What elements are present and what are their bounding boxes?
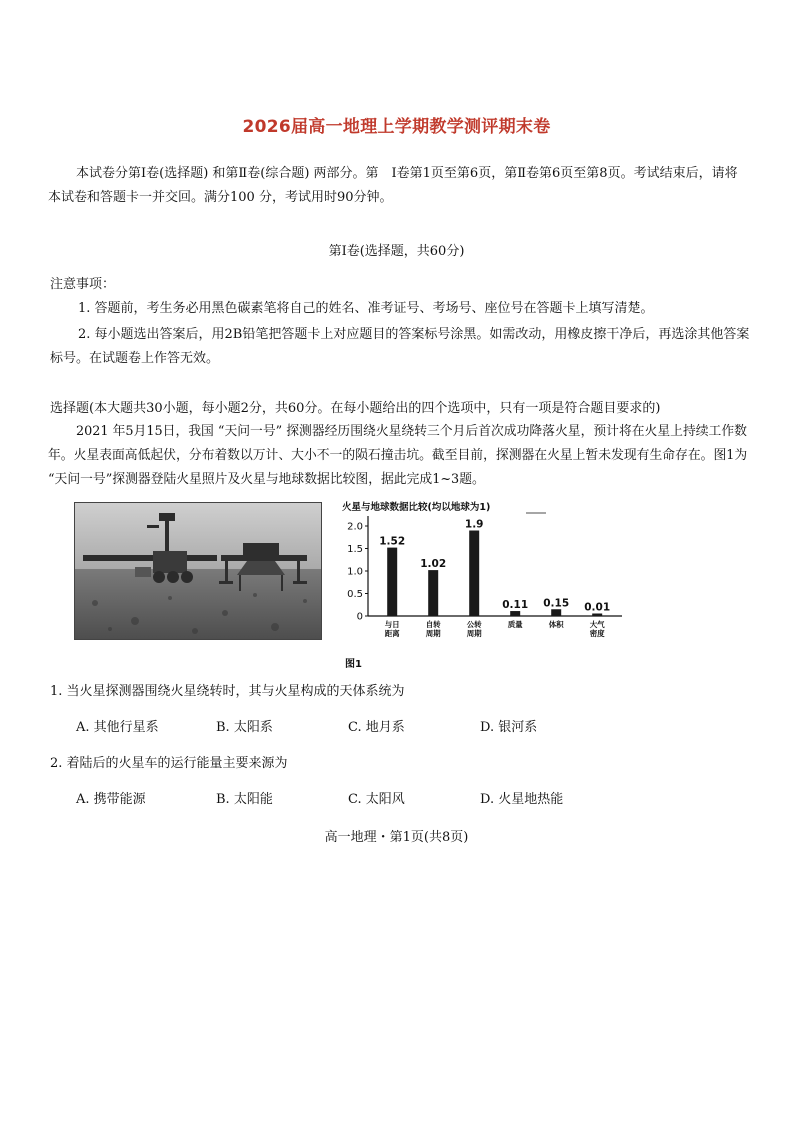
y-tick-label: 2.0	[347, 521, 363, 533]
bar-value-label: 0.15	[543, 597, 570, 610]
page-footer: 高一地理・第1页(共8页)	[324, 830, 469, 845]
y-tick-label: 0	[356, 611, 363, 623]
question-1-option-b[interactable]: B. 太阳系	[216, 720, 273, 735]
y-tick-label: 1.5	[347, 544, 363, 555]
question-2-option-c[interactable]: C. 太阳风	[348, 792, 405, 807]
x-tick-label: 周期	[425, 629, 441, 638]
bar	[428, 570, 438, 616]
notice-heading: 注意事项：	[50, 277, 116, 292]
y-tick-label: 1.0	[347, 566, 363, 578]
exam-intro: 本试卷分第Ⅰ卷(选择题) 和第Ⅱ卷(综合题) 两部分。第 Ⅰ卷第1页至第6页，第Ⅱ卷第6页至第8页。考试结束后，请将本试卷和答题卡一并交回。满分100 分，考试用时90分钟。	[48, 166, 738, 205]
bar-value-label: 1.52	[379, 535, 406, 548]
bar-value-label: 0.11	[502, 599, 529, 612]
x-tick-label: 距离	[384, 629, 400, 638]
passage: 2021 年5月15日，我国 “天问一号” 探测器经历围绕火星绕转三个月后首次成功降落火星，预计将在火星上持续工作数年。火星表面高低起伏，分布着数以万计、大小不一的陨石撞击坑。截至目前，探测器在火星上暂未发现有生命存在。图1为 “天问一号”探测器登陆火星照片及火星与地球数据比较图，据此完成1~3题。	[48, 424, 748, 487]
question-1-stem: 1. 当火星探测器围绕火星绕转时，其与火星构成的天体系统为	[50, 684, 405, 699]
question-2-option-a[interactable]: A. 携带能源	[76, 792, 146, 807]
bar	[510, 611, 520, 616]
x-tick-label: 质量	[507, 620, 523, 629]
bar-value-label: 1.9	[464, 518, 484, 531]
bar-value-label: 1.02	[420, 558, 447, 571]
x-tick-label: 大气	[589, 620, 605, 629]
y-tick-label: 0.5	[347, 589, 363, 600]
x-tick-label: 公转	[466, 620, 482, 629]
chart-title: 火星与地球数据比较(均以地球为1)	[342, 502, 491, 513]
question-2-option-d[interactable]: D. 火星地热能	[480, 792, 564, 807]
choice-heading: 选择题(本大题共30小题，每小题2分，共60分。在每小题给出的四个选项中，只有一项是符合题目要求的)	[50, 401, 661, 416]
x-tick-label: 密度	[589, 629, 605, 638]
bar	[551, 609, 561, 616]
question-2-option-b[interactable]: B. 太阳能	[216, 792, 273, 807]
question-1-option-a[interactable]: A. 其他行星系	[76, 720, 159, 735]
x-tick-label: 与日	[384, 620, 400, 629]
bar	[387, 548, 397, 616]
bar-value-label: 0.01	[584, 601, 611, 614]
x-tick-label: 周期	[466, 629, 482, 638]
question-1-option-c[interactable]: C. 地月系	[348, 720, 405, 735]
page-title: 2026届高一地理上学期教学测评期末卷	[242, 117, 551, 137]
question-1-option-d[interactable]: D. 银河系	[480, 720, 538, 735]
notice-item-2: 2. 每小题选出答案后，用2B铅笔把答题卡上对应题目的答案标号涂黑。如需改动，用橡皮擦干净后，再选涂其他答案标号。在试题卷上作答无效。	[50, 327, 750, 366]
chart-svg	[340, 498, 630, 648]
mars-landing-photo	[74, 502, 322, 640]
question-2-stem: 2. 着陆后的火星车的运行能量主要来源为	[50, 756, 288, 771]
x-tick-label: 自转	[425, 620, 441, 629]
x-tick-label: 体积	[548, 620, 564, 629]
bar	[469, 531, 479, 617]
bar	[592, 614, 602, 617]
figure-caption: 图1	[345, 659, 362, 670]
notice-item-1: 1. 答题前，考生务必用黑色碳素笔将自己的姓名、准考证号、考场号、座位号在答题卡上填写清楚。	[78, 301, 654, 316]
section-title: 第Ⅰ卷(选择题，共60分)	[328, 244, 465, 259]
mars-earth-chart	[340, 498, 630, 648]
